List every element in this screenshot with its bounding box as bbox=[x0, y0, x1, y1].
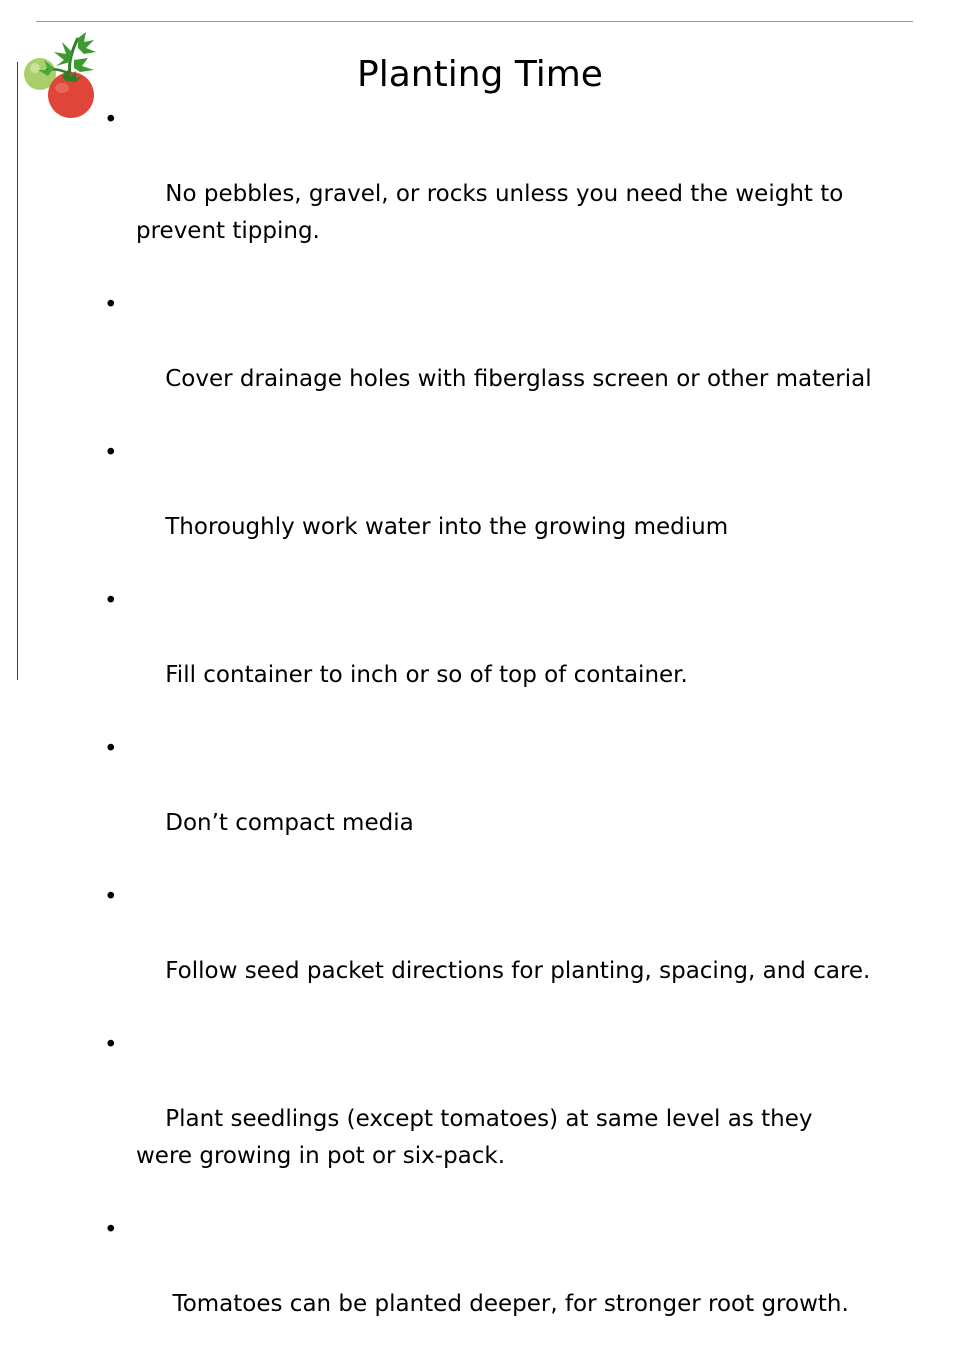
bullet-text: Follow seed packet directions for planting, spacing, and care. bbox=[165, 958, 871, 984]
bullet-text: Thoroughly work water into the growing medium bbox=[165, 514, 729, 540]
bullet-item bbox=[104, 102, 874, 287]
left-divider-line bbox=[17, 62, 18, 680]
top-divider-line bbox=[36, 21, 913, 22]
bullet-item bbox=[104, 287, 874, 435]
bullet-item bbox=[104, 435, 874, 583]
bullet-text: No pebbles, gravel, or rocks unless you need the weight to prevent tipping. bbox=[136, 181, 851, 244]
bullet-dot-icon: • bbox=[104, 736, 118, 762]
bullet-dot-icon: • bbox=[104, 588, 118, 614]
bullet-dot-icon: • bbox=[104, 1217, 118, 1243]
bullet-item bbox=[104, 879, 874, 1027]
bullet-dot-icon: • bbox=[104, 107, 118, 133]
bullet-text: Fill container to inch or so of top of container. bbox=[165, 662, 688, 688]
bullet-item bbox=[104, 1027, 874, 1212]
bullet-text: Tomatoes can be planted deeper, for stronger root growth. bbox=[165, 1291, 849, 1317]
bullet-dot-icon: • bbox=[104, 440, 118, 466]
bullet-item bbox=[104, 583, 874, 731]
bullet-text: Don’t compact media bbox=[165, 810, 414, 836]
bullet-dot-icon: • bbox=[104, 292, 118, 318]
bullet-text: Cover drainage holes with fiberglass screen or other material bbox=[165, 366, 872, 392]
bullet-item bbox=[104, 731, 874, 879]
bullet-text: Plant seedlings (except tomatoes) at same level as they were growing in pot or six-pack. bbox=[136, 1106, 820, 1169]
slide-title: Planting Time bbox=[357, 54, 603, 95]
bullet-item bbox=[104, 1212, 874, 1360]
bullet-list bbox=[104, 102, 874, 1360]
bullet-dot-icon: • bbox=[104, 884, 118, 910]
bullet-dot-icon: • bbox=[104, 1032, 118, 1058]
